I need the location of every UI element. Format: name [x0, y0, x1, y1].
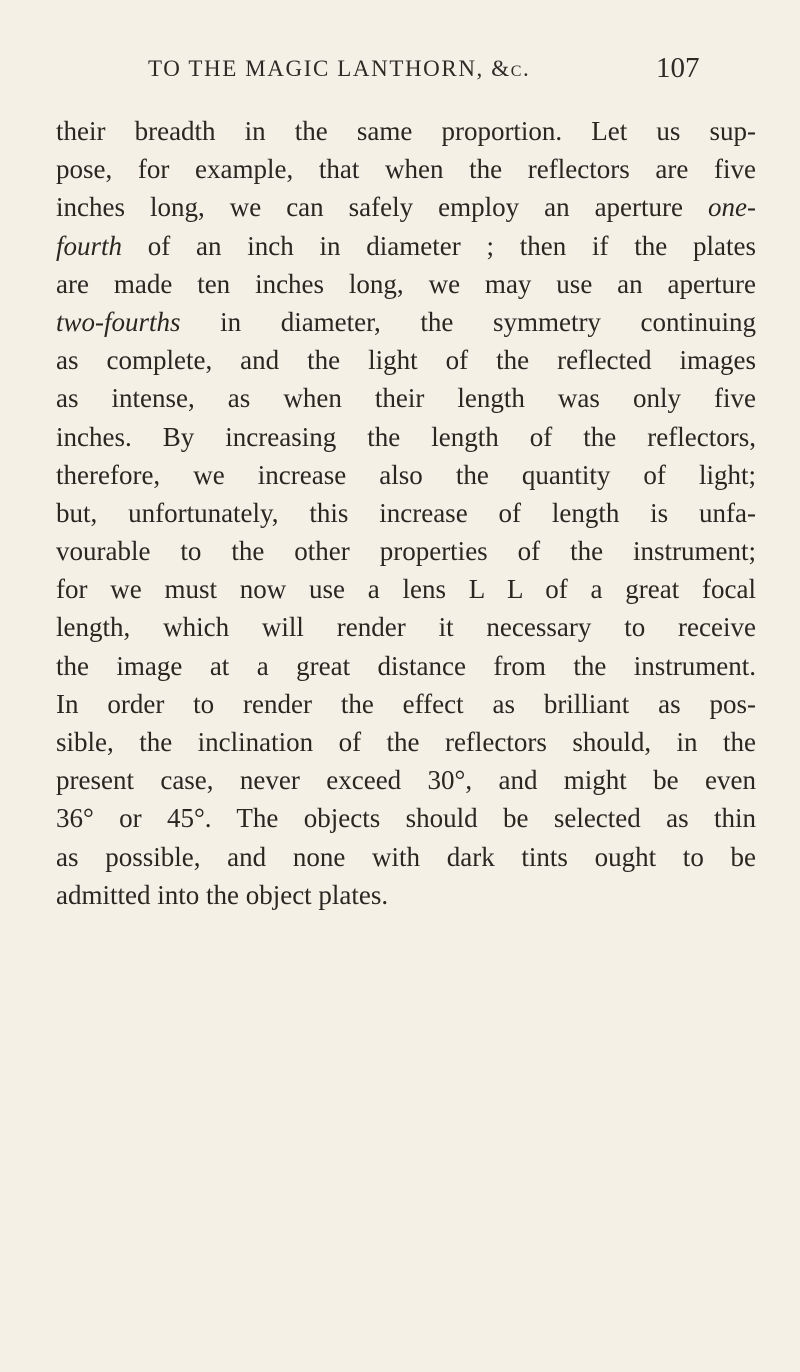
text-line: but, unfortunately, this increase of length is unfa-: [56, 497, 756, 528]
running-title: TO THE MAGIC LANTHORN, &c.: [148, 56, 531, 81]
text-line: pose, for example, that when the reflectors are five: [56, 154, 756, 185]
text-line: In order to render the effect as brilliant as pos-: [56, 688, 756, 719]
text-line: sible, the inclination of the reflectors should, in the: [56, 727, 756, 757]
text-line: 36° or 45°. The objects should be selected as thin: [56, 803, 756, 834]
text-line: the image at a great distance from the instrument.: [56, 650, 756, 681]
running-head: [0, 52, 800, 92]
text-line: are made ten inches long, we may use an aperture: [56, 268, 756, 299]
text-line: therefore, we increase also the quantity of light;: [56, 459, 756, 490]
italic-term: one-: [708, 192, 756, 223]
text-line-last: admitted into the object plates.: [56, 879, 389, 910]
text-line: present case, never exceed 30°, and might be even: [56, 765, 756, 796]
page-number: 107: [656, 52, 700, 84]
text-line: fourth of an inch in diameter ; then if the plates: [56, 230, 756, 261]
body-text: [56, 112, 756, 914]
text-line: inches. By increasing the length of the reflectors,: [56, 421, 756, 452]
text-line: two-fourths in diameter, the symmetry continuing: [56, 306, 756, 337]
text-line: their breadth in the same proportion. Let us sup-: [56, 116, 756, 146]
text-line: as complete, and the light of the reflected images: [56, 345, 756, 376]
text-line: as possible, and none with dark tints ought to be: [56, 841, 756, 872]
text-line: length, which will render it necessary to receive: [56, 612, 756, 643]
text-line: for we must now use a lens L L of a great focal: [56, 574, 756, 605]
italic-term: fourth: [56, 230, 123, 261]
italic-term: two-fourths: [56, 306, 181, 337]
text-line: vourable to the other properties of the instrument;: [56, 536, 756, 567]
text-line: inches long, we can safely employ an aperture one-: [56, 192, 756, 223]
text-line: as intense, as when their length was only five: [56, 383, 756, 414]
